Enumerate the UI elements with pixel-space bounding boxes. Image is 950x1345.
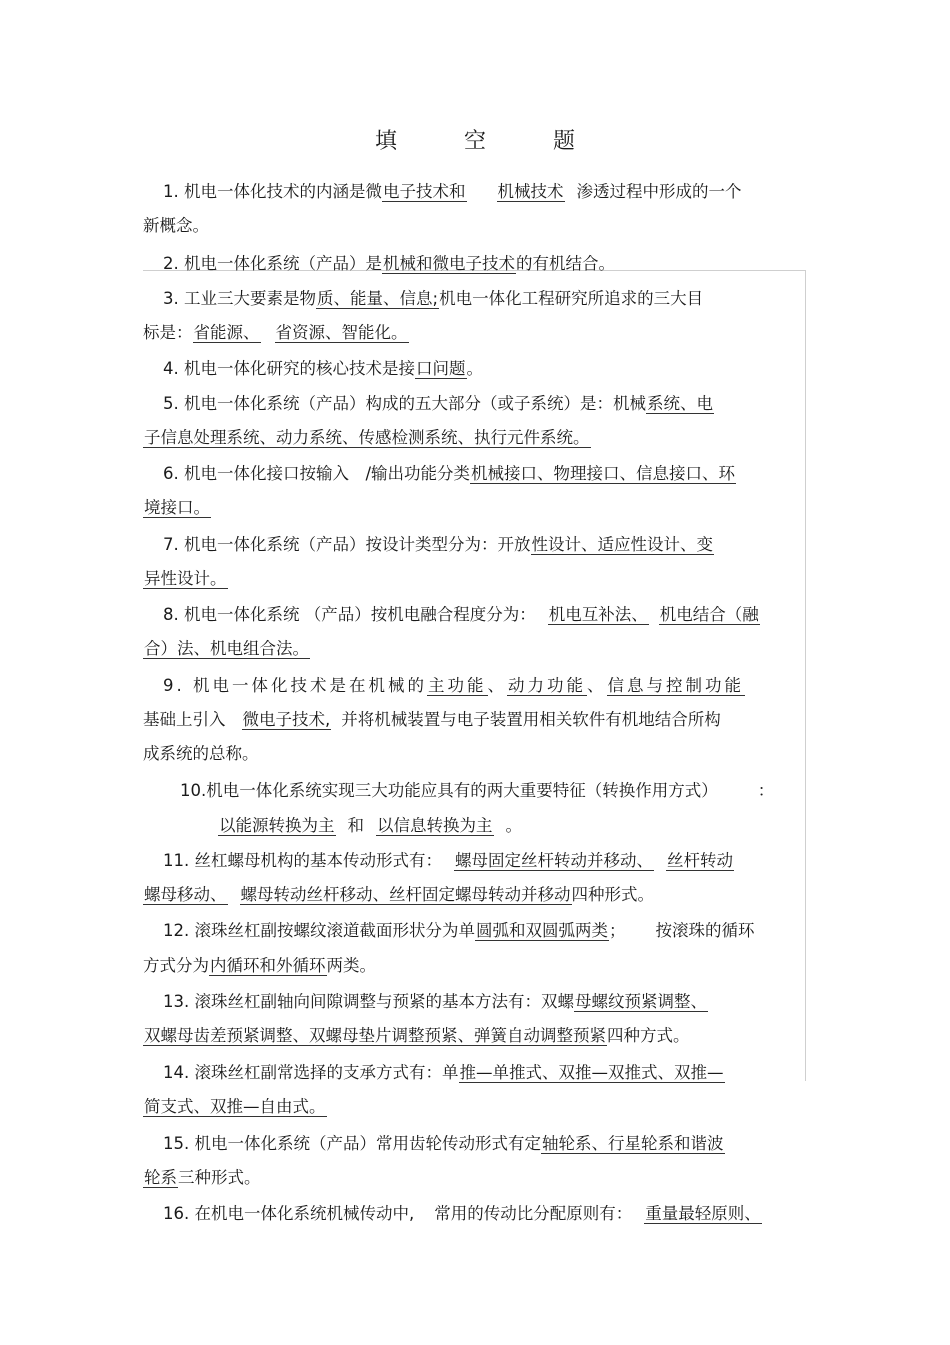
blank: 母螺纹预紧调整、	[575, 992, 707, 1011]
blank: 子信息处理系统、动力系统、传感检测系统、执行元件系统。	[144, 428, 590, 447]
blank: 以信息转换为主	[377, 816, 493, 835]
question-14-cont	[143, 1096, 327, 1118]
question-1: 1. 机电一体化技术的内涵是微电子技术和 机械技术 渗透过程中形成的一个	[163, 182, 742, 201]
blank: 性设计、适应性设计、变	[531, 535, 713, 554]
blank: 境接口。	[144, 498, 210, 517]
question-5: 5. 机电一体化系统（产品）构成的五大部分（或子系统）是：机械系统、电	[163, 394, 713, 413]
question-4: 4. 机电一体化研究的核心技术是接口问题。	[163, 359, 483, 378]
question-3-cont: 标是：省能源、 省资源、智能化。	[143, 323, 408, 342]
blank: 口问题	[416, 359, 466, 378]
blank: 轴轮系、行星轮系和谐波	[542, 1134, 724, 1153]
question-9: 9. 机电一体化技术是在机械的主功能、动力功能、信息与控制功能	[163, 676, 744, 695]
question-11: 11. 丝杠螺母机构的基本传动形式有： 螺母固定丝杆转动并移动、 丝杆转动	[163, 851, 733, 870]
blank: 机电结合（融	[659, 605, 759, 624]
blank: 圆弧和双圆弧两类	[476, 921, 608, 940]
blank: 机械和微电子技术	[383, 254, 515, 273]
question-12-cont: 方式分为内循环和外循环两类。	[143, 956, 376, 975]
blank: 重量最轻原则、	[645, 1204, 761, 1223]
question-8: 8. 机电一体化系统 （产品）按机电融合程度分为： 机电互补法、 机电结合（融	[163, 605, 759, 624]
question-7-cont	[143, 568, 228, 590]
question-9-cont: 基础上引入 微电子技术, 并将机械装置与电子装置用相关软件有机地结合所构	[143, 710, 721, 729]
question-15: 15. 机电一体化系统（产品）常用齿轮传动形式有定轴轮系、行星轮系和谐波	[163, 1134, 724, 1153]
question-15-cont: 轮系三种形式。	[144, 1168, 261, 1187]
question-6-cont	[143, 497, 211, 519]
blank: 双螺母齿差预紧调整、双螺母垫片调整预紧、弹簧自动调整预紧	[144, 1026, 606, 1045]
question-13: 13. 滚珠丝杠副轴向间隙调整与预紧的基本方法有：双螺母螺纹预紧调整、	[163, 992, 707, 1011]
blank: 合）法、机电组合法。	[144, 639, 309, 658]
blank: 丝杆转动	[667, 851, 733, 870]
blank: 以能源转换为主	[219, 816, 335, 835]
blank: 动力功能	[508, 676, 586, 695]
question-13-cont: 双螺母齿差预紧调整、双螺母垫片调整预紧、弹簧自动调整预紧四种方式。	[144, 1026, 690, 1045]
question-16: 16. 在机电一体化系统机械传动中, 常用的传动比分配原则有： 重量最轻原则、	[163, 1204, 761, 1223]
question-12: 12. 滚珠丝杠副按螺纹滚道截面形状分为单圆弧和双圆弧两类； 按滚珠的循环	[163, 921, 755, 940]
blank: 异性设计。	[144, 569, 227, 588]
question-1-cont: 新概念。	[143, 216, 209, 235]
blank: 质、能量、信息;	[317, 289, 439, 308]
question-8-cont	[143, 638, 310, 660]
blank: 电子技术和	[383, 182, 466, 201]
blank: 螺母转动丝杆移动、丝杆固定螺母转动并移动	[240, 885, 571, 904]
blank: 螺母固定丝杆转动并移动、	[455, 851, 653, 870]
question-5-cont	[143, 427, 591, 449]
question-9-cont2: 成系统的总称。	[143, 744, 259, 763]
blank: 省资源、智能化。	[275, 323, 408, 342]
question-7: 7. 机电一体化系统（产品）按设计类型分为：开放性设计、适应性设计、变	[163, 535, 713, 554]
question-11-cont: 螺母移动、 螺母转动丝杆移动、丝杆固定螺母转动并移动四种形式。	[144, 885, 654, 904]
blank: 轮系	[144, 1168, 177, 1187]
blank: 系统、电	[647, 394, 713, 413]
blank: 机械技术	[497, 182, 564, 201]
blank: 简支式、双推—自由式。	[144, 1097, 326, 1116]
question-6: 6. 机电一体化接口按输入 /输出功能分类机械接口、物理接口、信息接口、环	[163, 464, 736, 483]
blank: 信息与控制功能	[607, 676, 744, 695]
blank: 机械接口、物理接口、信息接口、环	[471, 464, 736, 483]
blank: 机电互补法、	[548, 605, 648, 624]
blank: 推—单推式、双推—双推式、双推—	[459, 1063, 724, 1082]
blank: 内循环和外循环	[210, 956, 326, 975]
blank: 微电子技术,	[242, 710, 331, 729]
question-2: 2. 机电一体化系统（产品）是机械和微电子技术的有机结合。	[163, 254, 615, 273]
blank: 螺母移动、	[144, 885, 227, 904]
question-3: 3. 工业三大要素是物质、能量、信息;机电一体化工程研究所追求的三大目	[163, 289, 704, 308]
page-title: 填 空 题	[375, 129, 605, 154]
question-14: 14. 滚珠丝杠副常选择的支承方式有：单推—单推式、双推—双推式、双推—	[163, 1063, 724, 1082]
question-10: 10.机电一体化系统实现三大功能应具有的两大重要特征（转换作用方式） ：	[180, 781, 775, 800]
blank: 省能源、	[193, 323, 260, 342]
blank: 主功能	[428, 676, 487, 695]
question-10-cont: 以能源转换为主 和 以信息转换为主 。	[219, 816, 522, 835]
